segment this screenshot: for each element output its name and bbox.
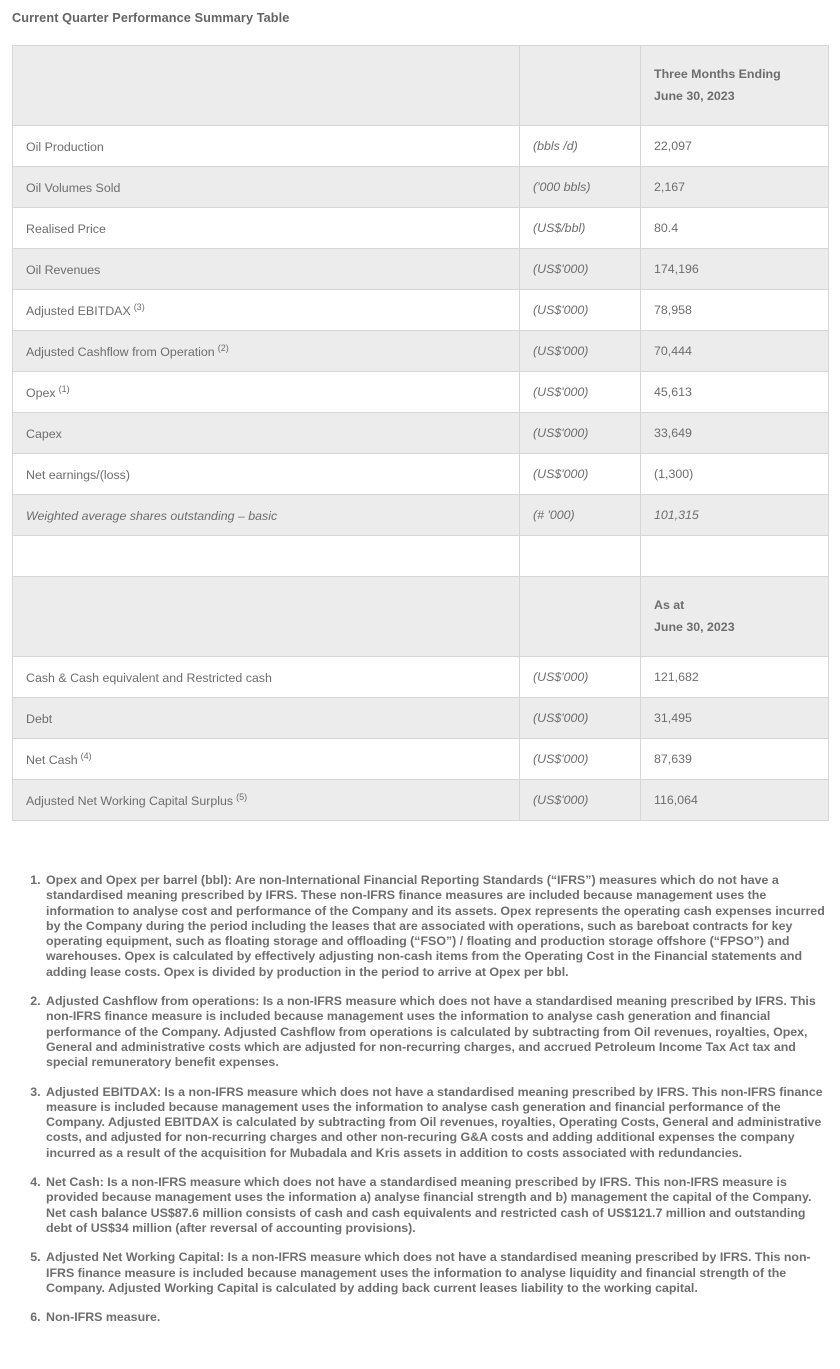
row-value: 22,097 (641, 126, 829, 167)
row-label: Adjusted EBITDAX $^{(3)}$ (13, 290, 520, 331)
row-value: 87,639 (641, 739, 829, 780)
empty-cell (13, 536, 520, 577)
row-label: Opex $^{(1)}$ (13, 372, 520, 413)
row-value: 121,682 (641, 657, 829, 698)
footnote-ref: (5) (236, 792, 248, 802)
footnote-item: 3. Adjusted EBITDAX: Is a non-IFRS measure which does not have a standardised meaning prescribed by IFRS. This non-IFRS finance measure is included because management uses the information to analyse cash generation and financial performance of the Company. Adjusted EBITDAX is calculated by subtracting from Oil revenues, royalties, Operating Costs, General and administrative costs, and adjusted for non-recurring charges and other non-recuring G&A costs and adding additional expenses the company incurred as a result of the acquisition for Mubadala and Kris assets in addition to costs associated with redundancies. (44, 1085, 830, 1161)
position-header-line2: June 30, 2023 (654, 620, 735, 634)
row-label: Realised Price (13, 208, 520, 249)
row-unit: (US$'000) (520, 331, 641, 372)
row-unit: (US$'000) (520, 739, 641, 780)
footnote-ref: (2) (217, 343, 229, 353)
table-row (13, 372, 829, 413)
header-empty-cell (520, 46, 641, 126)
row-unit: (US$'000) (520, 657, 641, 698)
table-row (13, 495, 829, 536)
footnote-item: 4. Net Cash: Is a non-IFRS measure which does not have a standardised meaning prescribed by IFRS. This non-IFRS measure is provided because management uses the information a) analyse financial strength and b) management the capital of the Company. Net cash balance US$87.6 million consists of cash and cash equivalents and restricted cash of US$121.7 million and outstanding debt of US$34 million (after reversal of accounting provisions). (44, 1175, 830, 1236)
row-value: 116,064 (641, 780, 829, 821)
table-row (13, 249, 829, 290)
position-header-cell (641, 577, 829, 657)
row-value: (1,300) (641, 454, 829, 495)
row-unit: (US$'000) (520, 372, 641, 413)
footnotes-list (0, 873, 840, 1369)
position-header-line1: As at (654, 598, 685, 612)
footnote-ref: (4) (80, 751, 92, 761)
row-unit: (US$'000) (520, 290, 641, 331)
period-header-cell (641, 46, 829, 126)
page-title: Current Quarter Performance Summary Table (12, 11, 290, 25)
row-label: Net Cash $^{(4)}$ (13, 739, 520, 780)
row-unit: ('000 bbls) (520, 167, 641, 208)
row-value: 70,444 (641, 331, 829, 372)
table-row (13, 413, 829, 454)
table-row (13, 739, 829, 780)
row-value: 101,315 (641, 495, 829, 536)
table-row (13, 126, 829, 167)
footnote-item: 2. Adjusted Cashflow from operations: Is a non-IFRS measure which does not have a standardised meaning prescribed by IFRS. This non-IFRS finance measure is included because management uses the information to analyse cash generation and financial performance of the Company. Adjusted Cashflow from operations is calculated by subtracting from Oil revenues, royalties, Opex, General and administrative costs which are adjusted for non-recurring charges, and accrued Petroleum Income Tax Act tax and special remuneratory benefit expenses. (44, 994, 830, 1070)
footnote-ref: (3) (133, 302, 145, 312)
header-empty-cell (520, 577, 641, 657)
row-unit: (# '000) (520, 495, 641, 536)
empty-cell (520, 536, 641, 577)
footnote-item: 5. Adjusted Net Working Capital: Is a non-IFRS measure which does not have a standardised meaning prescribed by IFRS. This non-IFRS finance measure is included because management uses the information to analyse liquidity and financial strength of the Company. Adjusted Working Capital is calculated by adding back current leases liability to the working capital. (44, 1250, 830, 1296)
table-header-row-position (13, 577, 829, 657)
row-value: 174,196 (641, 249, 829, 290)
table-row (13, 454, 829, 495)
period-header-line1: Three Months Ending (654, 67, 781, 81)
table-header-row-period (13, 46, 829, 126)
row-label: Adjusted Cashflow from Operation $^{(2)}$ (13, 331, 520, 372)
row-label: Adjusted Net Working Capital Surplus $^{(5)}$ (13, 780, 520, 821)
row-value: 2,167 (641, 167, 829, 208)
table-row (13, 208, 829, 249)
footnote-item: 6. Non-IFRS measure. (44, 1310, 830, 1325)
table-row (13, 167, 829, 208)
footnote-ref: (1) (58, 384, 70, 394)
row-label: Weighted average shares outstanding – basic (13, 495, 520, 536)
row-unit: (US$/bbl) (520, 208, 641, 249)
row-label: Oil Production (13, 126, 520, 167)
row-value: 45,613 (641, 372, 829, 413)
empty-cell (641, 536, 829, 577)
footnote-item: 1. Opex and Opex per barrel (bbl): Are non-International Financial Reporting Standards (“IFRS”) measures which do not have a standardised meaning prescribed by IFRS. These non-IFRS finance measures are included because management uses the information to analyse cost and performance of the Company and its assets. Opex represents the operating cash expenses incurred by the Company during the period including the leases that are associated with operations, such as bareboat contracts for key operating equipment, such as floating storage and offloading (“FSO”) / floating and production storage offshore (“FPSO”) and warehouses. Opex is calculated by effectively adjusting non-cash items from the Operating Cost in the Financial statements and adding lease costs. Opex is divided by production in the period to arrive at Opex per bbl. (44, 873, 830, 980)
row-value: 33,649 (641, 413, 829, 454)
row-label: Oil Volumes Sold (13, 167, 520, 208)
row-label: Net earnings/(loss) (13, 454, 520, 495)
table-row (13, 780, 829, 821)
row-value: 31,495 (641, 698, 829, 739)
table-row (13, 657, 829, 698)
period-header-line2: June 30, 2023 (654, 89, 735, 103)
table-row (13, 331, 829, 372)
row-unit: (US$'000) (520, 780, 641, 821)
performance-summary-table (12, 45, 829, 821)
row-unit: (bbls /d) (520, 126, 641, 167)
table-row (13, 290, 829, 331)
row-unit: (US$'000) (520, 413, 641, 454)
row-unit: (US$'000) (520, 698, 641, 739)
row-label: Debt (13, 698, 520, 739)
row-unit: (US$'000) (520, 249, 641, 290)
header-empty-cell (13, 577, 520, 657)
row-value: 80.4 (641, 208, 829, 249)
header-empty-cell (13, 46, 520, 126)
row-label: Cash & Cash equivalent and Restricted cash (13, 657, 520, 698)
row-value: 78,958 (641, 290, 829, 331)
row-label: Oil Revenues (13, 249, 520, 290)
table-spacer-row (13, 536, 829, 577)
table-row (13, 698, 829, 739)
row-label: Capex (13, 413, 520, 454)
row-unit: (US$'000) (520, 454, 641, 495)
